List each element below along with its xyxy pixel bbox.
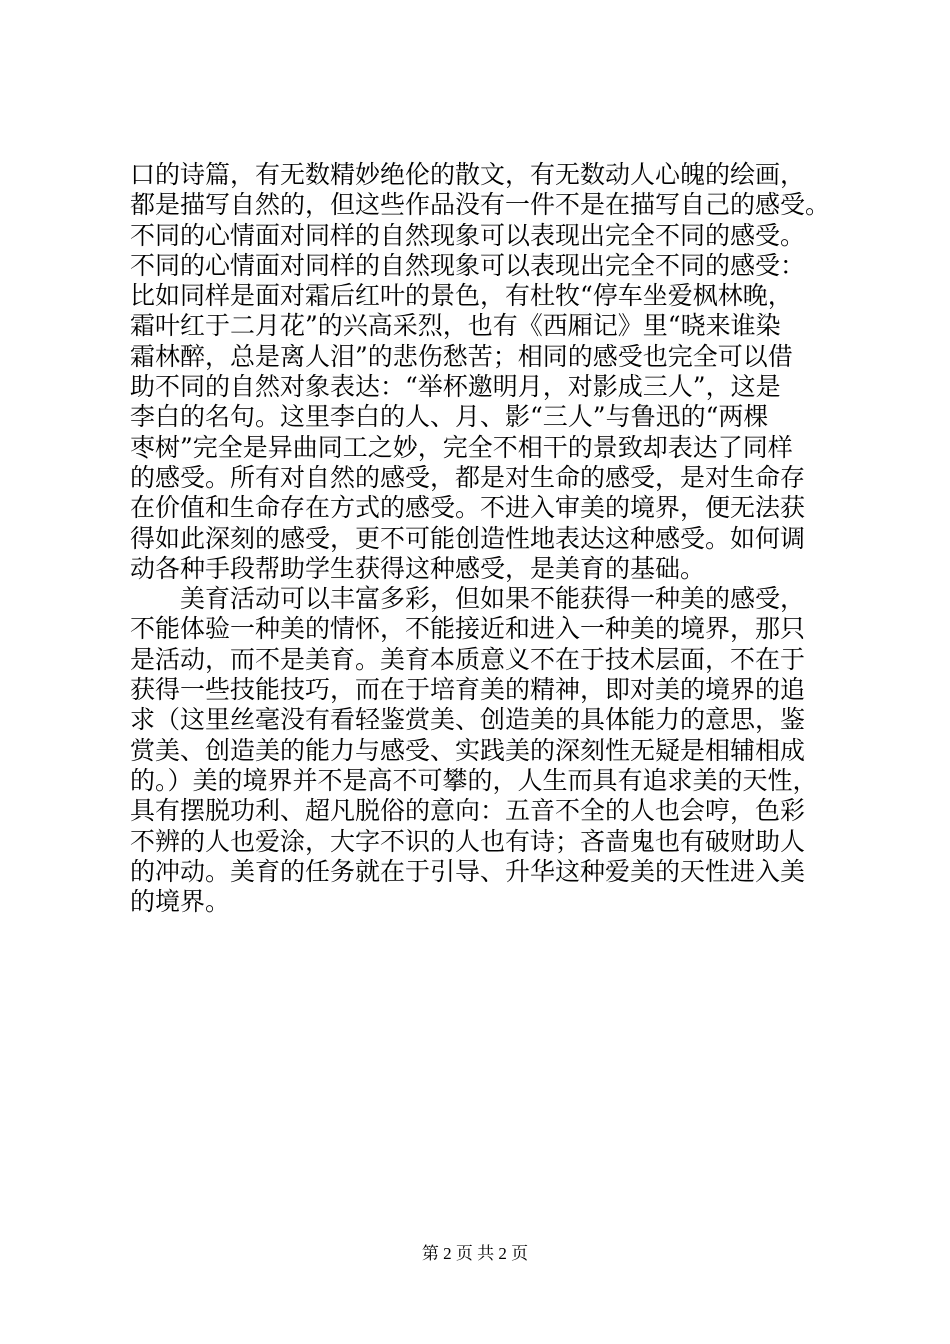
body-text [130,160,830,917]
text-line: 比如同样是面对霜后红叶的景色，有杜牧“停车坐爱枫林晚， [130,281,793,311]
text-line: 的感受。所有对自然的感受，都是对生命的感受，是对生命存 [130,462,806,492]
text-line: 在价值和生命存在方式的感受。不进入审美的境界，便无法获 [130,493,806,523]
text-line: 具有摆脱功利、超凡脱俗的意向：五音不全的人也会哼，色彩 [130,796,806,826]
page-footer: 第 2 页 共 2 页 [421,1244,529,1263]
text-line: 赏美、创造美的能力与感受、实践美的深刻性无疑是相辅相成 [130,735,806,765]
text-line: 得如此深刻的感受，更不可能创造性地表达这种感受。如何调 [130,523,806,553]
text-line: 口的诗篇，有无数精妙绝伦的散文，有无数动人心魄的绘画， [130,160,806,189]
text-line: 霜林醉，总是离人泪”的悲伤愁苦；相同的感受也完全可以借 [130,341,793,371]
text-line: 动各种手段帮助学生获得这种感受，是美育的基础。 [130,553,706,583]
text-line: 枣树”完全是异曲同工之妙，完全不相干的景致却表达了同样 [130,432,793,462]
text-line: 霜叶红于二月花”的兴高采烈，也有《西厢记》里“晓来谁染 [130,311,781,341]
text-line: 不能体验一种美的情怀，不能接近和进入一种美的境界，那只 [130,614,806,644]
text-line: 获得一些技能技巧，而在于培育美的精神，即对美的境界的追 [130,675,806,705]
text-line: 李白的名句。这里李白的人、月、影“三人”与鲁迅的“两棵 [130,402,769,432]
text-line: 是活动，而不是美育。美育本质意义不在于技术层面，不在于 [130,644,806,674]
text-line: 不同的心情面对同样的自然现象可以表现出完全不同的感受。 [130,220,806,250]
text-line: 的。）美的境界并不是高不可攀的，人生而具有追求美的天性， [130,765,818,795]
text-line: 助不同的自然对象表达：“举杯邀明月，对影成三人”，这是 [130,372,781,402]
text-line: 的冲动。美育的任务就在于引导、升华这种爱美的天性进入美 [130,856,806,886]
text-line: 都是描写自然的，但这些作品没有一件不是在描写自己的感受。 [130,190,831,220]
text-line: 美育活动可以丰富多彩，但如果不能获得一种美的感受， [130,584,806,614]
text-line: 不辨的人也爱涂，大字不识的人也有诗；吝啬鬼也有破财助人 [130,826,806,856]
text-line: 的境界。 [130,887,231,917]
text-line: 求（这里丝毫没有看轻鉴赏美、创造美的具体能力的意思，鉴 [130,705,806,735]
text-line: 不同的心情面对同样的自然现象可以表现出完全不同的感受： [130,250,806,280]
